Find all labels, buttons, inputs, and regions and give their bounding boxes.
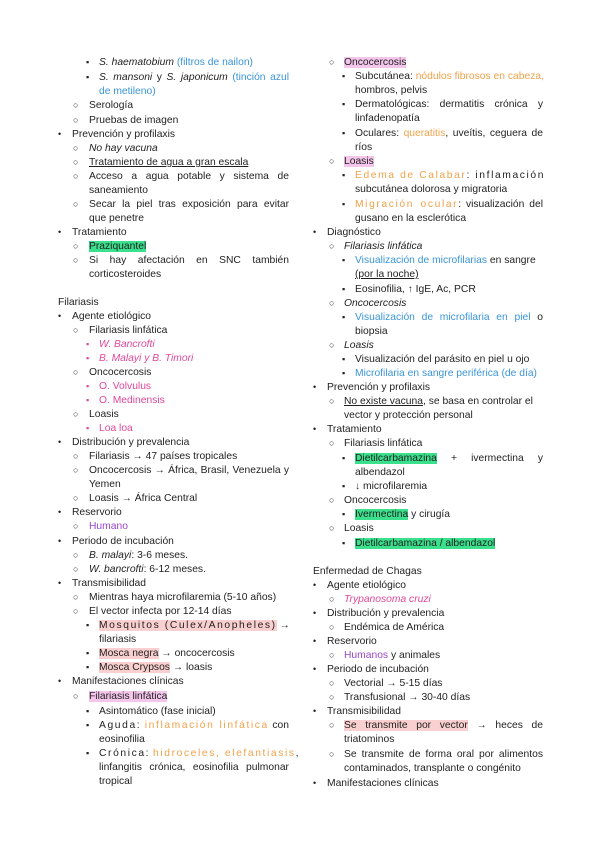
- list-item: Oncocercosis: [344, 495, 407, 506]
- list-item: Reservorio: [72, 507, 122, 518]
- list-item: Visualización de microfilaria en piel o: [355, 312, 543, 323]
- list-item-cont: filariasis: [99, 634, 137, 645]
- bullet-disc-icon: •: [58, 311, 62, 321]
- bullet-square-icon: ▪: [86, 72, 90, 82]
- bullet-circle-icon: ○: [73, 521, 79, 531]
- list-item: Transmisibilidad: [327, 706, 402, 717]
- list-item: Crónica: hidroceles, elefantiasis,: [99, 748, 299, 759]
- list-item: Visualización de microfilarias en sangre: [355, 255, 536, 266]
- bullet-circle-icon: ○: [329, 396, 335, 406]
- list-item: Tratamiento de agua a gran escala: [89, 157, 249, 168]
- bullet-square-icon: ▪: [86, 648, 90, 658]
- bullet-disc-icon: •: [58, 129, 62, 139]
- bullet-square-icon: ▪: [342, 128, 346, 138]
- bullet-circle-icon: ○: [73, 100, 79, 110]
- list-item-cont: eosinofilia: [99, 734, 145, 745]
- bullet-square-icon: ▪: [86, 381, 90, 391]
- list-item-cont: saneamiento: [89, 185, 148, 196]
- bullet-circle-icon: ○: [329, 57, 335, 67]
- bullet-circle-icon: ○: [329, 495, 335, 505]
- list-item: Agente etiológico: [72, 311, 152, 322]
- list-item-cont: que penetre: [89, 213, 144, 224]
- bullet-square-icon: ▪: [86, 748, 90, 758]
- list-item: No hay vacuna: [89, 143, 158, 154]
- list-item: Agente etiológico: [327, 580, 407, 591]
- list-item: Mosca Crypsos → loasis: [99, 662, 213, 673]
- section-heading: Filariasis: [58, 297, 99, 308]
- list-item: Si hay afectación en SNC también: [89, 255, 289, 266]
- bullet-square-icon: ▪: [86, 423, 90, 433]
- list-item: W. Bancrofti: [99, 339, 155, 350]
- list-item: Distribución y prevalencia: [327, 608, 445, 619]
- bullet-circle-icon: ○: [329, 156, 335, 166]
- bullet-circle-icon: ○: [73, 550, 79, 560]
- list-item: Ivermectina y cirugía: [355, 509, 451, 520]
- bullet-square-icon: ▪: [342, 71, 346, 81]
- bullet-square-icon: ▪: [86, 706, 90, 716]
- list-item: Asintomático (fase inicial): [99, 706, 216, 717]
- bullet-square-icon: ▪: [342, 99, 346, 109]
- bullet-circle-icon: ○: [329, 749, 335, 759]
- list-item: B. malayi: 3-6 meses.: [89, 550, 189, 561]
- bullet-circle-icon: ○: [73, 199, 79, 209]
- bullet-circle-icon: ○: [329, 622, 335, 632]
- bullet-circle-icon: ○: [73, 409, 79, 419]
- bullet-circle-icon: ○: [329, 692, 335, 702]
- list-item: Humanos y animales: [344, 650, 441, 661]
- bullet-circle-icon: ○: [329, 340, 335, 350]
- list-item: Loasis: [344, 156, 374, 167]
- list-item: Loasis: [344, 340, 374, 351]
- bullet-circle-icon: ○: [73, 493, 79, 503]
- list-item: Acceso a agua potable y sistema de: [89, 171, 289, 182]
- list-item: O. Volvulus: [99, 381, 152, 392]
- list-item-cont: biopsia: [355, 326, 388, 337]
- bullet-circle-icon: ○: [73, 255, 79, 265]
- bullet-disc-icon: •: [58, 676, 62, 686]
- bullet-square-icon: ▪: [342, 199, 346, 209]
- list-item: W. bancrofti: 6-12 meses.: [89, 564, 206, 575]
- list-item: Oncocercosis: [344, 298, 407, 309]
- list-item: Filariasis linfática: [344, 241, 423, 252]
- list-item-cont: Yemen: [89, 479, 121, 490]
- list-item: Mientras haya microfilaremia (5-10 años): [89, 592, 277, 603]
- list-item: Reservorio: [327, 636, 377, 647]
- bullet-circle-icon: ○: [329, 594, 335, 604]
- list-item: Praziquantel: [89, 241, 147, 252]
- bullet-disc-icon: •: [58, 536, 62, 546]
- bullet-circle-icon: ○: [73, 451, 79, 461]
- bullet-circle-icon: ○: [329, 720, 335, 730]
- section-heading: Enfermedad de Chagas: [313, 566, 422, 577]
- bullet-circle-icon: ○: [73, 465, 79, 475]
- bullet-disc-icon: •: [313, 424, 317, 434]
- bullet-circle-icon: ○: [329, 650, 335, 660]
- list-item-cont: subcutánea dolorosa y migratoria: [355, 184, 508, 195]
- list-item: Distribución y prevalencia: [72, 437, 190, 448]
- list-item: Endémica de América: [344, 622, 445, 633]
- list-item-cont: vector y protección personal: [344, 410, 473, 421]
- bullet-square-icon: ▪: [342, 368, 346, 378]
- bullet-square-icon: ▪: [342, 509, 346, 519]
- list-item: Edema de Calabar: inflamación: [355, 170, 546, 181]
- list-item: Loa loa: [99, 423, 133, 434]
- bullet-square-icon: ▪: [342, 284, 346, 294]
- list-item: Manifestaciones clínicas: [327, 778, 439, 789]
- list-item: Loasis → África Central: [89, 493, 198, 504]
- bullet-square-icon: ▪: [342, 312, 346, 322]
- list-item: Pruebas de imagen: [89, 115, 179, 126]
- list-item: Visualización del parásito en piel u ojo: [355, 354, 530, 365]
- list-item-cont: hombros, pelvis: [355, 85, 428, 96]
- list-item: Dietilcarbamazina / albendazol: [355, 538, 496, 549]
- list-item: Filariasis linfática: [344, 438, 423, 449]
- bullet-disc-icon: •: [313, 382, 317, 392]
- bullet-circle-icon: ○: [73, 143, 79, 153]
- list-item: Diagnóstico: [327, 227, 381, 238]
- bullet-circle-icon: ○: [329, 298, 335, 308]
- list-item: Oncocercosis: [344, 57, 407, 68]
- list-item-cont: (por la noche): [355, 269, 419, 280]
- bullet-circle-icon: ○: [329, 678, 335, 688]
- bullet-circle-icon: ○: [73, 171, 79, 181]
- bullet-square-icon: ▪: [342, 354, 346, 364]
- bullet-circle-icon: ○: [73, 241, 79, 251]
- list-item-cont: contaminados, transplante o congénito: [344, 763, 521, 774]
- list-item-cont: linfadenopatía: [355, 113, 420, 124]
- list-item: Filariasis linfática: [89, 691, 168, 702]
- list-item: ↓ microfilaremia: [355, 481, 428, 492]
- list-item: Transfusional → 30-40 días: [344, 692, 471, 703]
- bullet-circle-icon: ○: [73, 592, 79, 602]
- bullet-circle-icon: ○: [73, 606, 79, 616]
- list-item-cont: linfangitis crónica, eosinofilia pulmonar: [99, 762, 289, 773]
- bullet-square-icon: ▪: [86, 720, 90, 730]
- bullet-disc-icon: •: [313, 608, 317, 618]
- bullet-disc-icon: •: [313, 778, 317, 788]
- bullet-square-icon: ▪: [86, 57, 90, 67]
- list-item-cont: tropical: [99, 776, 133, 787]
- list-item: Transmisibilidad: [72, 578, 147, 589]
- list-item: Subcutánea: nódulos fibrosos en cabeza,: [355, 71, 544, 82]
- list-item-cont: gusano en la esclerótica: [355, 213, 467, 224]
- bullet-circle-icon: ○: [73, 115, 79, 125]
- list-item: Serología: [89, 100, 134, 111]
- list-item: El vector infecta por 12-14 días: [89, 606, 232, 617]
- bullet-circle-icon: ○: [73, 367, 79, 377]
- list-item: Periodo de incubación: [327, 664, 429, 675]
- list-item: Trypanosoma cruzi: [344, 594, 431, 605]
- list-item: Loasis: [89, 409, 119, 420]
- list-item: Filariasis → 47 países tropicales: [89, 451, 238, 462]
- list-item: Loasis: [344, 523, 374, 534]
- bullet-square-icon: ▪: [86, 339, 90, 349]
- list-item: Periodo de incubación: [72, 536, 174, 547]
- bullet-disc-icon: •: [313, 227, 317, 237]
- bullet-disc-icon: •: [313, 664, 317, 674]
- bullet-disc-icon: •: [313, 706, 317, 716]
- bullet-square-icon: ▪: [342, 538, 346, 548]
- list-item: Filariasis linfática: [89, 325, 168, 336]
- bullet-square-icon: ▪: [86, 620, 90, 630]
- bullet-circle-icon: ○: [329, 241, 335, 251]
- list-item: Mosquitos (Culex/Anopheles) →: [99, 620, 290, 631]
- bullet-circle-icon: ○: [73, 564, 79, 574]
- list-item: Migración ocular: visualización del: [355, 199, 543, 210]
- bullet-circle-icon: ○: [73, 325, 79, 335]
- bullet-square-icon: ▪: [86, 395, 90, 405]
- bullet-disc-icon: •: [58, 227, 62, 237]
- list-item: No existe vacuna, se basa en controlar el: [344, 396, 533, 407]
- bullet-disc-icon: •: [313, 580, 317, 590]
- list-item: Se transmite de forma oral por alimentos: [344, 749, 543, 760]
- bullet-square-icon: ▪: [342, 481, 346, 491]
- list-item: O. Medinensis: [99, 395, 165, 406]
- list-item-cont: albendazol: [355, 467, 405, 478]
- list-item: Prevención y profilaxis: [72, 129, 176, 140]
- bullet-disc-icon: •: [58, 437, 62, 447]
- list-item: Aguda: inflamación linfática con: [99, 720, 289, 731]
- list-item: Microfilaria en sangre periférica (de día): [355, 368, 537, 379]
- bullet-circle-icon: ○: [73, 691, 79, 701]
- list-item: Oncocercosis: [89, 367, 152, 378]
- bullet-circle-icon: ○: [329, 523, 335, 533]
- list-item: Oculares: queratitis, uveítis, ceguera de: [355, 128, 543, 139]
- bullet-square-icon: ▪: [342, 255, 346, 265]
- list-item: Secar la piel tras exposición para evitar: [89, 199, 289, 210]
- bullet-square-icon: ▪: [86, 353, 90, 363]
- bullet-square-icon: ▪: [86, 662, 90, 672]
- list-item: Humano: [89, 521, 128, 532]
- list-item-cont: triatominos: [344, 734, 395, 745]
- bullet-circle-icon: ○: [73, 157, 79, 167]
- bullet-square-icon: ▪: [342, 170, 346, 180]
- list-item: Se transmite por vector → heces de: [344, 720, 543, 731]
- list-item-cont: corticosteroides: [89, 269, 162, 280]
- list-item: Oncocercosis → África, Brasil, Venezuela y: [89, 465, 289, 476]
- list-item-cont: ríos: [355, 142, 373, 153]
- bullet-disc-icon: •: [313, 636, 317, 646]
- list-item: Manifestaciones clínicas: [72, 676, 184, 687]
- list-item: S. haematobium (filtros de nailon): [99, 57, 253, 68]
- bullet-square-icon: ▪: [342, 453, 346, 463]
- list-item: Eosinofilia, ↑ IgE, Ac, PCR: [355, 284, 476, 295]
- list-item: Tratamiento: [327, 424, 382, 435]
- list-item: S. mansoni y S. japonicum (tinción azul: [99, 72, 289, 83]
- bullet-circle-icon: ○: [329, 438, 335, 448]
- list-item: Vectorial → 5-15 días: [344, 678, 443, 689]
- bullet-disc-icon: •: [58, 507, 62, 517]
- bullet-disc-icon: •: [58, 578, 62, 588]
- list-item: Dietilcarbamazina + ivermectina y: [355, 453, 543, 464]
- list-item: Tratamiento: [72, 227, 127, 238]
- list-item: Mosca negra → oncocercosis: [99, 648, 235, 659]
- list-item: Prevención y profilaxis: [327, 382, 431, 393]
- list-item: B. Malayi y B. Timori: [99, 353, 194, 364]
- list-item: Dermatológicas: dermatitis crónica y: [355, 99, 543, 110]
- list-item-cont: de metileno): [99, 86, 156, 97]
